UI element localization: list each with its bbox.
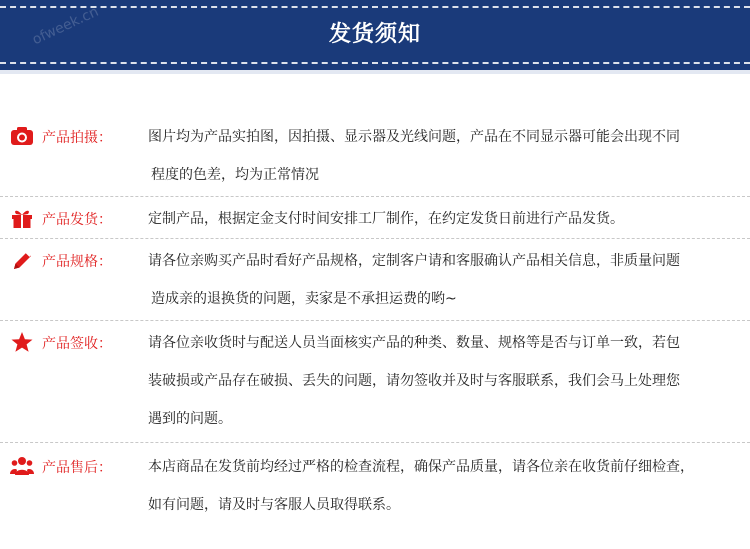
section-label: 产品签收：: [42, 336, 112, 352]
section-label: 产品拍摄：: [42, 130, 112, 146]
text-line: 程度的色差，均为正常情况: [151, 167, 319, 183]
section-text: [148, 209, 748, 229]
people-icon: [10, 455, 34, 477]
divider: [0, 320, 750, 321]
pencil-icon: [10, 249, 34, 271]
section-label: 产品规格：: [42, 254, 112, 270]
text-line: 本店商品在发货前均经过严格的检查流程，确保产品质量，请各位亲在收货前仔细检查，: [148, 459, 694, 475]
section-label: 产品发货：: [42, 212, 112, 228]
text-line: 请各位亲购买产品时看好产品规格，定制客户请和客服确认产品相关信息，非质量问题: [148, 253, 680, 269]
text-line: 装破损或产品存在破损、丢失的问题，请勿签收并及时与客服联系，我们会马上处理您: [148, 373, 680, 389]
section-label: 产品售后：: [42, 460, 112, 476]
section-text: [148, 127, 748, 185]
divider: [0, 196, 750, 197]
divider: [0, 442, 750, 443]
divider: [0, 238, 750, 239]
section-text: [148, 251, 748, 309]
star-icon: [10, 331, 34, 353]
text-line: 图片均为产品实拍图，因拍摄、显示器及光线问题，产品在不同显示器可能会出现不同: [148, 129, 680, 145]
page-title: 发货须知: [328, 22, 421, 47]
text-line: 请各位亲收货时与配送人员当面核实产品的种类、数量、规格等是否与订单一致，若包: [148, 335, 680, 351]
camera-icon: [10, 125, 34, 147]
header-banner: [0, 0, 750, 74]
section-text: [148, 333, 748, 429]
text-line: 造成亲的退换货的问题，卖家是不承担运费的哟~: [151, 291, 457, 307]
watermark-text: ofweek.cn: [29, 3, 102, 49]
text-line: 如有问题，请及时与客服人员取得联系。: [148, 497, 400, 513]
text-line: 定制产品，根据定金支付时间安排工厂制作，在约定发货日前进行产品发货。: [148, 211, 624, 227]
text-line: 遇到的问题。: [148, 411, 232, 427]
section-text: [148, 457, 748, 515]
gift-icon: [10, 207, 34, 229]
